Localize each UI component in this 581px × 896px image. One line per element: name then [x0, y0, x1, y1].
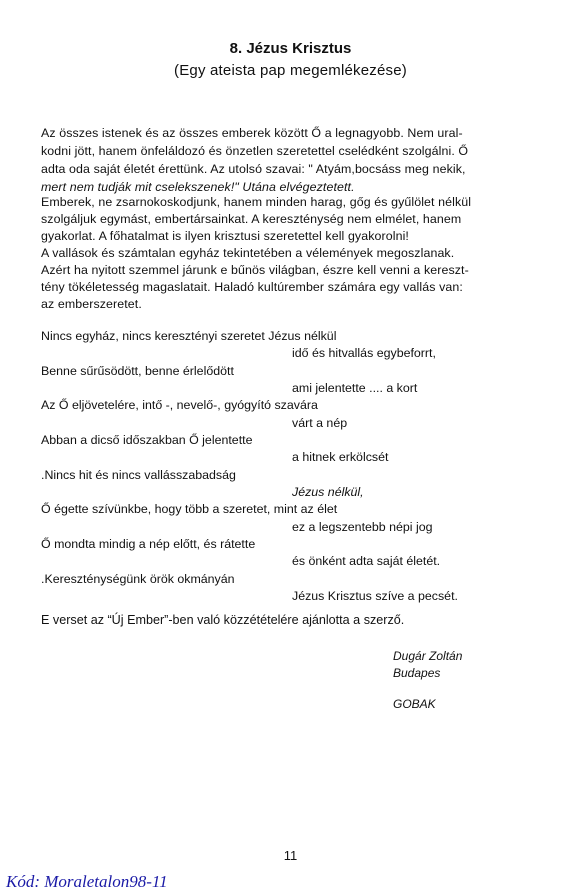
prose-line: tény tökéletesség magaslatait. Haladó kultúrember számára egy vallás van: [41, 280, 463, 294]
page-number: 11 [283, 848, 298, 863]
poem-line: Az Ő eljövetelére, intő -, nevelő-, gyógyító szavára [41, 398, 318, 412]
prose-line: A vallások és számtalan egyház tekintetében a vélemények megoszlanak. [41, 246, 455, 260]
author-name: Dugár Zoltán [393, 649, 463, 663]
prose-line-quote: mert nem tudják mit cselekszenek!" Utána elvégeztetett. [41, 180, 355, 194]
poem-line: Jézus nélkül, [292, 485, 364, 499]
poem-line: ez a legszentebb népi jog [292, 520, 433, 534]
prose-line: adta oda saját életét érettünk. Az utolsó szavai: " Atyám,bocsáss meg nekik, [41, 162, 466, 176]
author-place: Budapes [393, 666, 441, 680]
poem-line: Jézus Krisztus szíve a pecsét. [292, 589, 458, 603]
poem-line: Nincs egyház, nincs keresztényi szeretet Jézus nélkül [41, 329, 337, 343]
poem-line: Abban a dicső időszakban Ő jelentette [41, 433, 253, 447]
publication-note: E verset az “Új Ember”-ben való közzétételére ajánlotta a szerző. [41, 613, 405, 627]
poem-line: a hitnek erkölcsét [292, 450, 389, 464]
poem-line: Ő mondta mindig a nép előtt, és rátette [41, 537, 256, 551]
prose-line: Azért ha nyitott szemmel járunk e bűnös világban, észre kell venni a kereszt- [41, 263, 469, 277]
poem-line: és önként adta saját életét. [292, 554, 441, 568]
poem-line: .Nincs hit és nincs vallásszabadság [41, 468, 236, 482]
poem-line: ami jelentette .... a kort [292, 381, 418, 395]
prose-line: az emberszeretet. [41, 297, 142, 311]
page-subtitle: (Egy ateista pap megemlékezése) [174, 62, 407, 79]
poem-line: Benne sűrűsödött, benne érlelődött [41, 364, 234, 378]
poem-line: várt a nép [292, 416, 348, 430]
author-alias: GOBAK [393, 697, 436, 711]
poem-line: Ő égette szívünkbe, hogy több a szeretet, mint az élet [41, 502, 338, 516]
prose-line: kodni jött, hanem önfeláldozó és önzetlen szeretettel cselédként szolgálni. Ő [41, 144, 469, 158]
document-code-label: Kód: Moraletalon98-11 [6, 872, 168, 891]
prose-line: gyakorlat. A főhatalmat is ilyen krisztusi szeretettel kell gyakorolni! [41, 229, 409, 243]
prose-line: szolgáljuk egymást, embertársainkat. A kereszténység nem elmélet, hanem [41, 212, 462, 226]
prose-line: Emberek, ne zsarnokoskodjunk, hanem minden harag, gőg és gyűlölet nélkül [41, 195, 472, 209]
page-title: 8. Jézus Krisztus [229, 40, 352, 57]
poem-line: .Kereszténységünk örök okmányán [41, 572, 235, 586]
poem-line: idő és hitvallás egybeforrt, [292, 346, 436, 360]
prose-line: Az összes istenek és az összes emberek között Ő a legnagyobb. Nem ural- [41, 126, 463, 140]
